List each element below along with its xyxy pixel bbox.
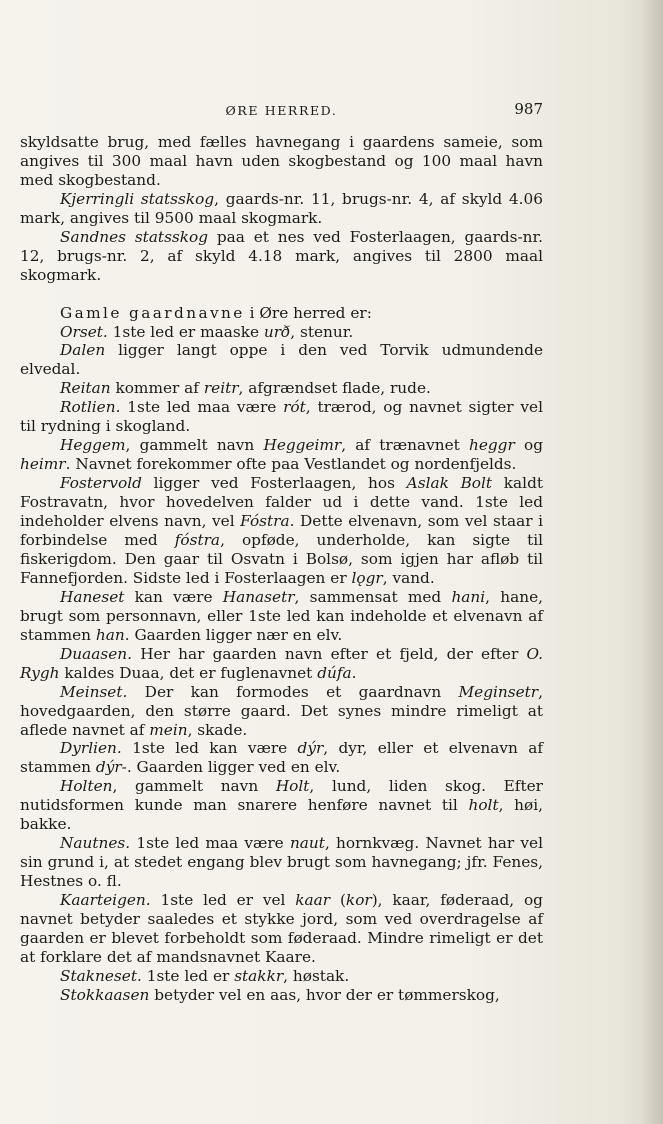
text-run: 1ste led kan være bbox=[121, 739, 298, 758]
text-run: , lund, liden skog. Efter nutidsformen kunde man snarere henføre navnet til bbox=[20, 777, 543, 815]
italic-term: Hanasetr bbox=[222, 587, 295, 606]
italic-term: O. Rygh bbox=[20, 644, 543, 682]
paragraph bbox=[20, 228, 543, 285]
italic-term: hani bbox=[451, 587, 486, 606]
text-run: ), kaar, føderaad, og navnet betyder saaledes et stykke jord, som ved overdragelse af gaarden er blevet forbeholdt som føderaad. Mindre rimeligt er det at forklare det af mandsnavnet Kaare. bbox=[20, 891, 543, 966]
italic-term: Aslak Bolt bbox=[406, 474, 493, 493]
text-run: , gammelt navn bbox=[112, 777, 276, 796]
paragraph bbox=[20, 777, 543, 834]
italic-term: Stakneset. bbox=[60, 966, 142, 985]
italic-term: Dyrlien. bbox=[60, 739, 122, 758]
paragraph bbox=[20, 341, 543, 379]
paragraph bbox=[20, 436, 543, 474]
italic-term: Rotlien. bbox=[60, 398, 121, 417]
italic-term: dýr- bbox=[95, 758, 127, 777]
page-number: 987 bbox=[514, 100, 543, 118]
italic-term: Holten bbox=[60, 777, 113, 796]
italic-term: Heggem bbox=[60, 436, 126, 455]
italic-term: urð bbox=[263, 322, 291, 341]
text-run: i Øre herred er: bbox=[244, 303, 372, 322]
italic-term: stakkr bbox=[234, 966, 284, 985]
paragraph bbox=[20, 967, 543, 986]
text-run: , hovedgaarden, den større gaard. Det synes mindre rimeligt at aflede navnet af bbox=[20, 682, 543, 739]
text-run: paa et nes ved Fosterlaagen, gaards-nr. 12, brugs-nr. 2, af skyld 4.18 mark, angives til 2800 maal skogmark. bbox=[20, 227, 543, 284]
page-header bbox=[20, 100, 543, 120]
text-run: ligger ved Fosterlaagen, hos bbox=[141, 474, 407, 493]
text-run: , gaards-nr. 11, brugs-nr. 4, af skyld 4.06 mark, angives til 9500 maal skogmark. bbox=[20, 189, 543, 227]
italic-term: dýr bbox=[297, 739, 324, 758]
text-run: . Dette elvenavn, som vel staar i forbindelse med bbox=[20, 512, 543, 549]
text-run: , sammensat med bbox=[294, 587, 452, 606]
italic-term: Kaarteigen. bbox=[60, 891, 151, 910]
italic-term: Heggeimr bbox=[263, 436, 342, 455]
text-run: , høstak. bbox=[283, 966, 350, 985]
paragraph bbox=[20, 683, 543, 740]
italic-term: Meinset. bbox=[60, 682, 128, 701]
text-run: kaldt Fostravatn, hvor hovedelven falder ud i dette vand. 1ste led indeholder elvens navn, vel bbox=[20, 474, 544, 531]
running-head: ØRE HERRED. bbox=[225, 103, 338, 118]
text-run: 1ste led er maaske bbox=[107, 322, 264, 341]
italic-term: kor bbox=[345, 891, 372, 910]
text-run: skyldsatte brug, med fælles havnegang i gaardens sameie, som angives til 300 maal havn uden skogbestand og 100 maal havn med skogbestand. bbox=[20, 133, 543, 189]
paragraph bbox=[20, 323, 543, 342]
italic-term: heggr bbox=[468, 436, 515, 455]
text-run: , hane, brugt som personnavn, eller 1ste led kan indeholde et elvenavn af stammen bbox=[20, 587, 543, 644]
text-run: , af trænavnet bbox=[341, 436, 469, 455]
text-run: , hornkvæg. Navnet har vel sin grund i, at stedet engang blev brugt som havnegang; jfr. Fenes, Hestnes o. fl. bbox=[20, 834, 543, 891]
text-run: og bbox=[514, 436, 543, 455]
italic-term: dúfa bbox=[317, 663, 352, 682]
italic-term: kaar bbox=[295, 891, 331, 910]
text-run: ( bbox=[330, 891, 346, 910]
text-run: , afgrændset flade, rude. bbox=[238, 379, 431, 398]
page-edge-shadow bbox=[641, 0, 663, 1124]
text-run: . Navnet forekommer ofte paa Vestlandet og nordenfjelds. bbox=[65, 455, 517, 474]
text-run: , vand. bbox=[382, 568, 435, 587]
italic-term: Meginsetr bbox=[458, 682, 539, 701]
paragraph bbox=[20, 133, 543, 190]
text-run: , dyr, eller et elvenavn af stammen bbox=[20, 739, 543, 777]
italic-term: Orset. bbox=[60, 322, 108, 341]
text-run: 1ste led maa være bbox=[130, 834, 290, 853]
text-run: Her har gaarden navn efter et fjeld, der efter bbox=[131, 644, 527, 663]
spaced-heading: Gamle gaardnavne bbox=[60, 303, 245, 322]
italic-term: Sandnes statsskog bbox=[60, 227, 209, 246]
paragraph bbox=[20, 304, 543, 323]
text-run: , gammelt navn bbox=[125, 436, 264, 455]
italic-term: holt bbox=[468, 796, 499, 815]
italic-term: Nautnes. bbox=[60, 834, 131, 853]
paragraph bbox=[20, 891, 543, 967]
italic-term: Haneset bbox=[60, 587, 125, 606]
italic-term: Fóstra bbox=[240, 512, 290, 531]
italic-term: rót bbox=[283, 398, 306, 417]
italic-term: Stokkaasen bbox=[60, 985, 150, 1004]
italic-term: Fostervold bbox=[60, 474, 142, 493]
text-run: . Gaarden ligger nær en elv. bbox=[124, 625, 343, 644]
paragraph bbox=[20, 986, 543, 1005]
paragraph bbox=[20, 834, 543, 891]
text-run: . bbox=[351, 663, 357, 682]
italic-term: Holt bbox=[275, 777, 310, 796]
text-run: 1ste led er vel bbox=[150, 891, 296, 910]
text-run: , høi, bakke. bbox=[20, 796, 543, 834]
italic-term: reitr bbox=[203, 379, 239, 398]
text-run: kan være bbox=[124, 587, 223, 606]
italic-term: lǫgr bbox=[351, 568, 383, 587]
text-run: betyder vel en aas, hvor der er tømmerskog, bbox=[149, 985, 500, 1004]
text-run: , opføde, underholde, kan sigte til fiskerigdom. Den gaar til Osvatn i Bolsø, som igjen har afløb til Fannefjorden. Sidste led i Fosterlaagen er bbox=[20, 531, 544, 587]
italic-term: Dalen bbox=[60, 341, 106, 360]
paragraph bbox=[20, 739, 543, 777]
text-run: . Gaarden ligger ved en elv. bbox=[126, 758, 341, 777]
text-run: ligger langt oppe i den ved Torvik udmundende elvedal. bbox=[20, 341, 543, 379]
italic-term: Reitan bbox=[60, 379, 111, 398]
italic-term: heimr bbox=[20, 455, 66, 474]
paragraph bbox=[20, 588, 543, 645]
body-text bbox=[20, 133, 543, 1005]
italic-term: mein bbox=[149, 720, 188, 739]
text-run: kommer af bbox=[110, 379, 204, 398]
text-run: , trærod, og navnet sigter vel til rydning i skogland. bbox=[20, 398, 543, 436]
text-run: , skade. bbox=[187, 720, 248, 739]
paragraph bbox=[20, 474, 543, 588]
italic-term: han bbox=[95, 625, 125, 644]
italic-term: Kjerringli statsskog bbox=[60, 189, 215, 208]
text-run: kaldes Duaa, det er fuglenavnet bbox=[59, 663, 318, 682]
paragraph bbox=[20, 645, 543, 683]
italic-term: Duaasen. bbox=[60, 644, 132, 663]
text-run: 1ste led maa være bbox=[120, 398, 284, 417]
text-run: Der kan formodes et gaardnavn bbox=[127, 682, 459, 701]
italic-term: fóstra bbox=[174, 531, 221, 549]
paragraph bbox=[20, 398, 543, 436]
italic-term: naut bbox=[289, 834, 325, 853]
text-run: 1ste led er bbox=[141, 966, 235, 985]
paragraph bbox=[20, 190, 543, 228]
paragraph bbox=[20, 379, 543, 398]
text-run: , stenur. bbox=[290, 322, 354, 341]
